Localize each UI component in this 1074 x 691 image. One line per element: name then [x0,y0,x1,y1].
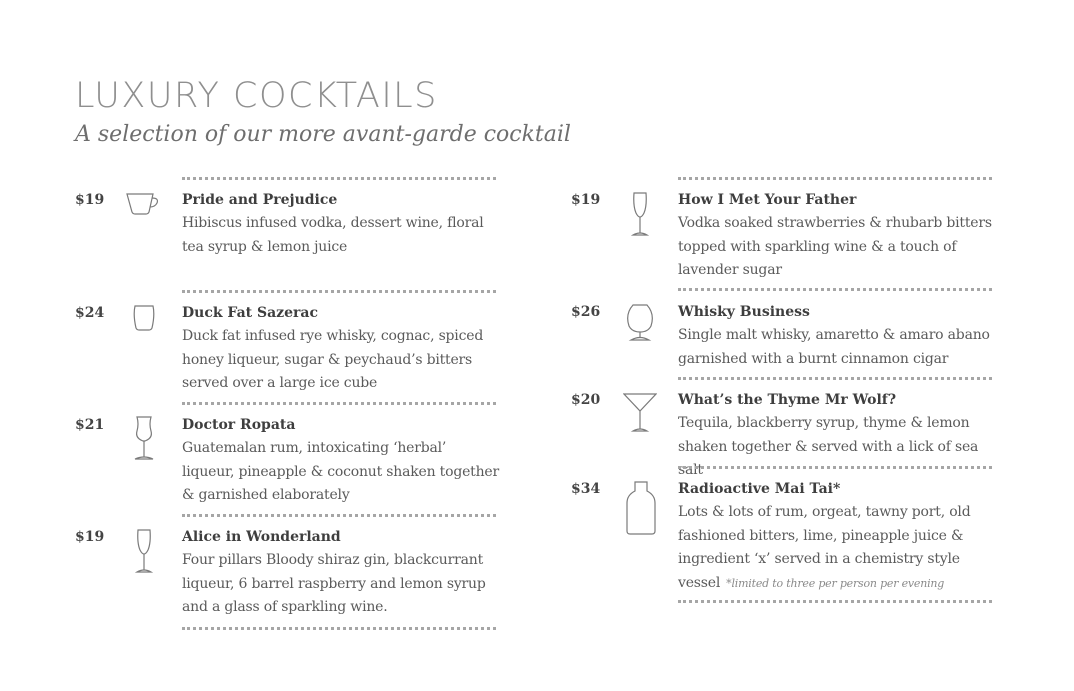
dotted-divider [182,177,496,180]
dotted-divider [678,377,992,380]
dotted-divider [182,290,496,293]
tulip-glass-icon [132,416,156,462]
item-price: $19 [571,192,601,208]
item-description: Duck fat infused rye whisky, cognac, spiced honey liqueur, sugar & peychaud’s bitters served over a large ice cube [182,328,484,391]
dotted-divider [678,288,992,291]
dotted-divider [182,402,496,405]
snifter-glass-icon [625,304,655,342]
teacup-icon [126,192,162,216]
dotted-divider [182,514,496,517]
item-description: Vodka soaked strawberries & rhubarb bitters topped with sparkling wine & a touch of lavender sugar [678,215,992,278]
martini-glass-icon [623,393,657,433]
item-description: Guatemalan rum, intoxicating ‘herbal’ liqueur, pineapple & coconut shaken together & garnished elaborately [182,440,499,503]
item-price: $20 [571,392,601,408]
dotted-divider [678,600,992,603]
item-name: Alice in Wonderland [182,529,341,545]
page-title: LUXURY COCKTAILS [75,76,438,116]
item-description: Single malt whisky, amaretto & amaro abano garnished with a burnt cinnamon cigar [678,327,990,367]
item-price: $24 [75,305,105,321]
item-description: Tequila, blackberry syrup, thyme & lemon shaken together & served with a lick of sea salt [678,415,979,478]
dotted-divider [678,177,992,180]
item-name: Doctor Ropata [182,417,296,433]
item-description [678,501,998,595]
rocks-glass-icon [133,305,155,331]
item-name: Duck Fat Sazerac [182,305,319,321]
item-name: Whisky Business [678,304,810,320]
item-description: Four pillars Bloody shiraz gin, blackcurrant liqueur, 6 barrel raspberry and lemon syrup and a glass of sparkling wine. [182,552,486,615]
page-subtitle: A selection of our more avant-garde cocktail [75,122,571,147]
dotted-divider [182,627,496,630]
item-price: $26 [571,304,601,320]
flute-glass-icon [631,192,649,238]
item-description: Hibiscus infused vodka, dessert wine, floral tea syrup & lemon juice [182,215,484,255]
item-name: Pride and Prejudice [182,192,338,208]
item-footnote: *limited to three per person per evening [726,576,945,590]
item-price: $21 [75,417,105,433]
item-description-text: Lots & lots of rum, orgeat, tawny port, old fashioned bitters, lime, pineapple juice & ingredient ‘x’ served in a chemistry style vessel [678,504,971,591]
item-name: Radioactive Mai Tai* [678,481,841,497]
item-price: $19 [75,192,105,208]
item-name: How I Met Your Father [678,192,857,208]
item-price: $34 [571,481,601,497]
item-name: What’s the Thyme Mr Wolf? [678,392,897,408]
flute-glass-icon [135,529,153,575]
bottle-icon [626,481,656,535]
dotted-divider [678,466,992,469]
item-price: $19 [75,529,105,545]
